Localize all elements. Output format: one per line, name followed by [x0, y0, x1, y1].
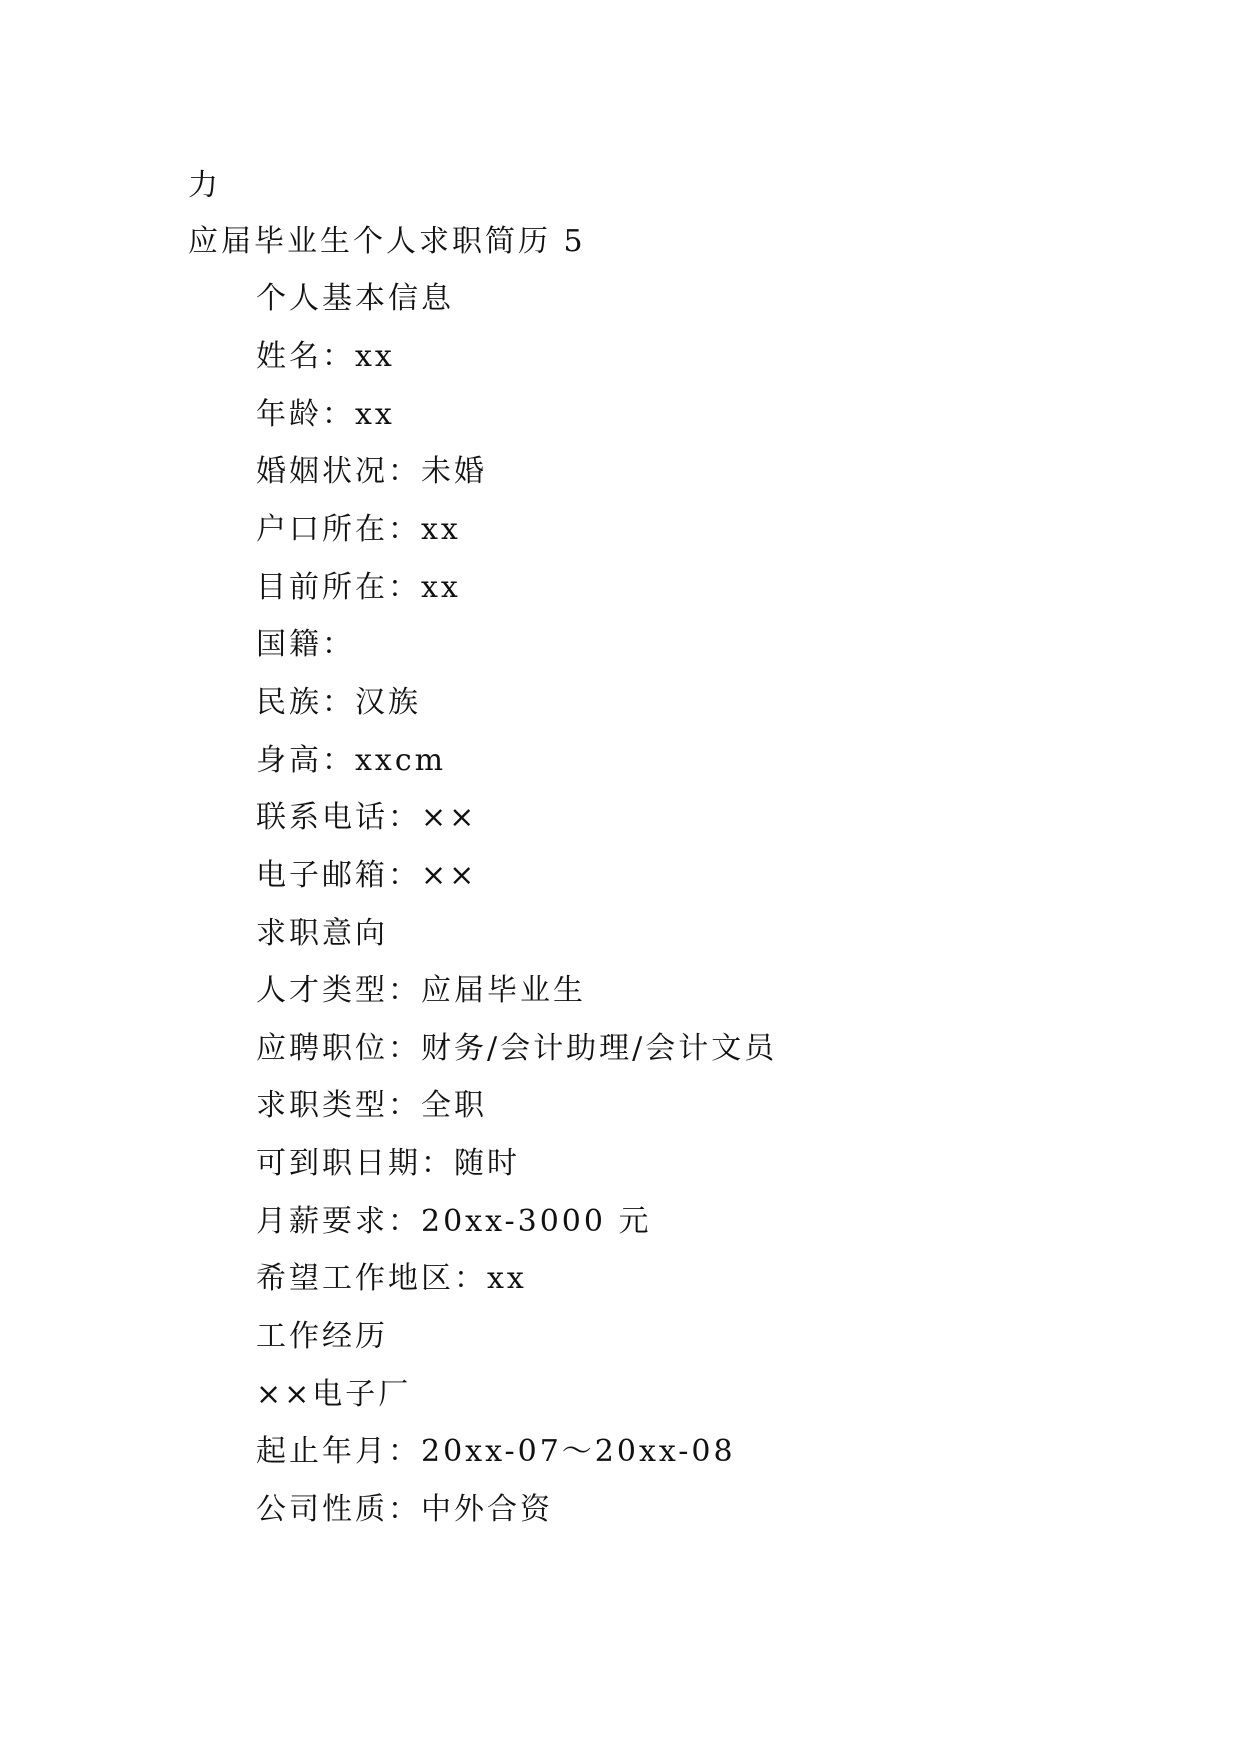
- field-age: 年龄：xx: [256, 397, 395, 432]
- field-talent-type: 人才类型：应届毕业生: [256, 973, 586, 1008]
- field-available-date: 可到职日期：随时: [256, 1146, 520, 1181]
- field-marital-status: 婚姻状况：未婚: [256, 454, 487, 489]
- field-job-type: 求职类型：全职: [256, 1088, 487, 1123]
- field-email: 电子邮箱：××: [256, 858, 478, 893]
- work-company-type: 公司性质：中外合资: [256, 1492, 553, 1527]
- work-company-name: ××电子厂: [256, 1377, 412, 1412]
- field-phone: 联系电话：××: [256, 800, 478, 835]
- field-expected-salary: 月薪要求：20xx-3000 元: [256, 1204, 652, 1239]
- section-heading-basic-info: 个人基本信息: [256, 281, 454, 316]
- section-heading-job-intention: 求职意向: [256, 916, 388, 951]
- field-desired-region: 希望工作地区：xx: [256, 1261, 527, 1296]
- field-name: 姓名：xx: [256, 339, 395, 374]
- work-date-range: 起止年月：20xx-07～20xx-08: [256, 1434, 736, 1469]
- field-applied-position: 应聘职位：财务/会计助理/会计文员: [256, 1031, 778, 1066]
- field-nationality: 国籍：: [256, 627, 355, 662]
- field-height: 身高：xxcm: [256, 743, 447, 778]
- section-heading-work-experience: 工作经历: [256, 1319, 388, 1354]
- document-title: 应届毕业生个人求职简历 5: [188, 224, 586, 259]
- field-household-registration: 户口所在：xx: [256, 512, 461, 547]
- field-ethnicity: 民族：汉族: [256, 685, 421, 720]
- field-current-location: 目前所在：xx: [256, 570, 461, 605]
- continuation-text: 力: [188, 168, 221, 203]
